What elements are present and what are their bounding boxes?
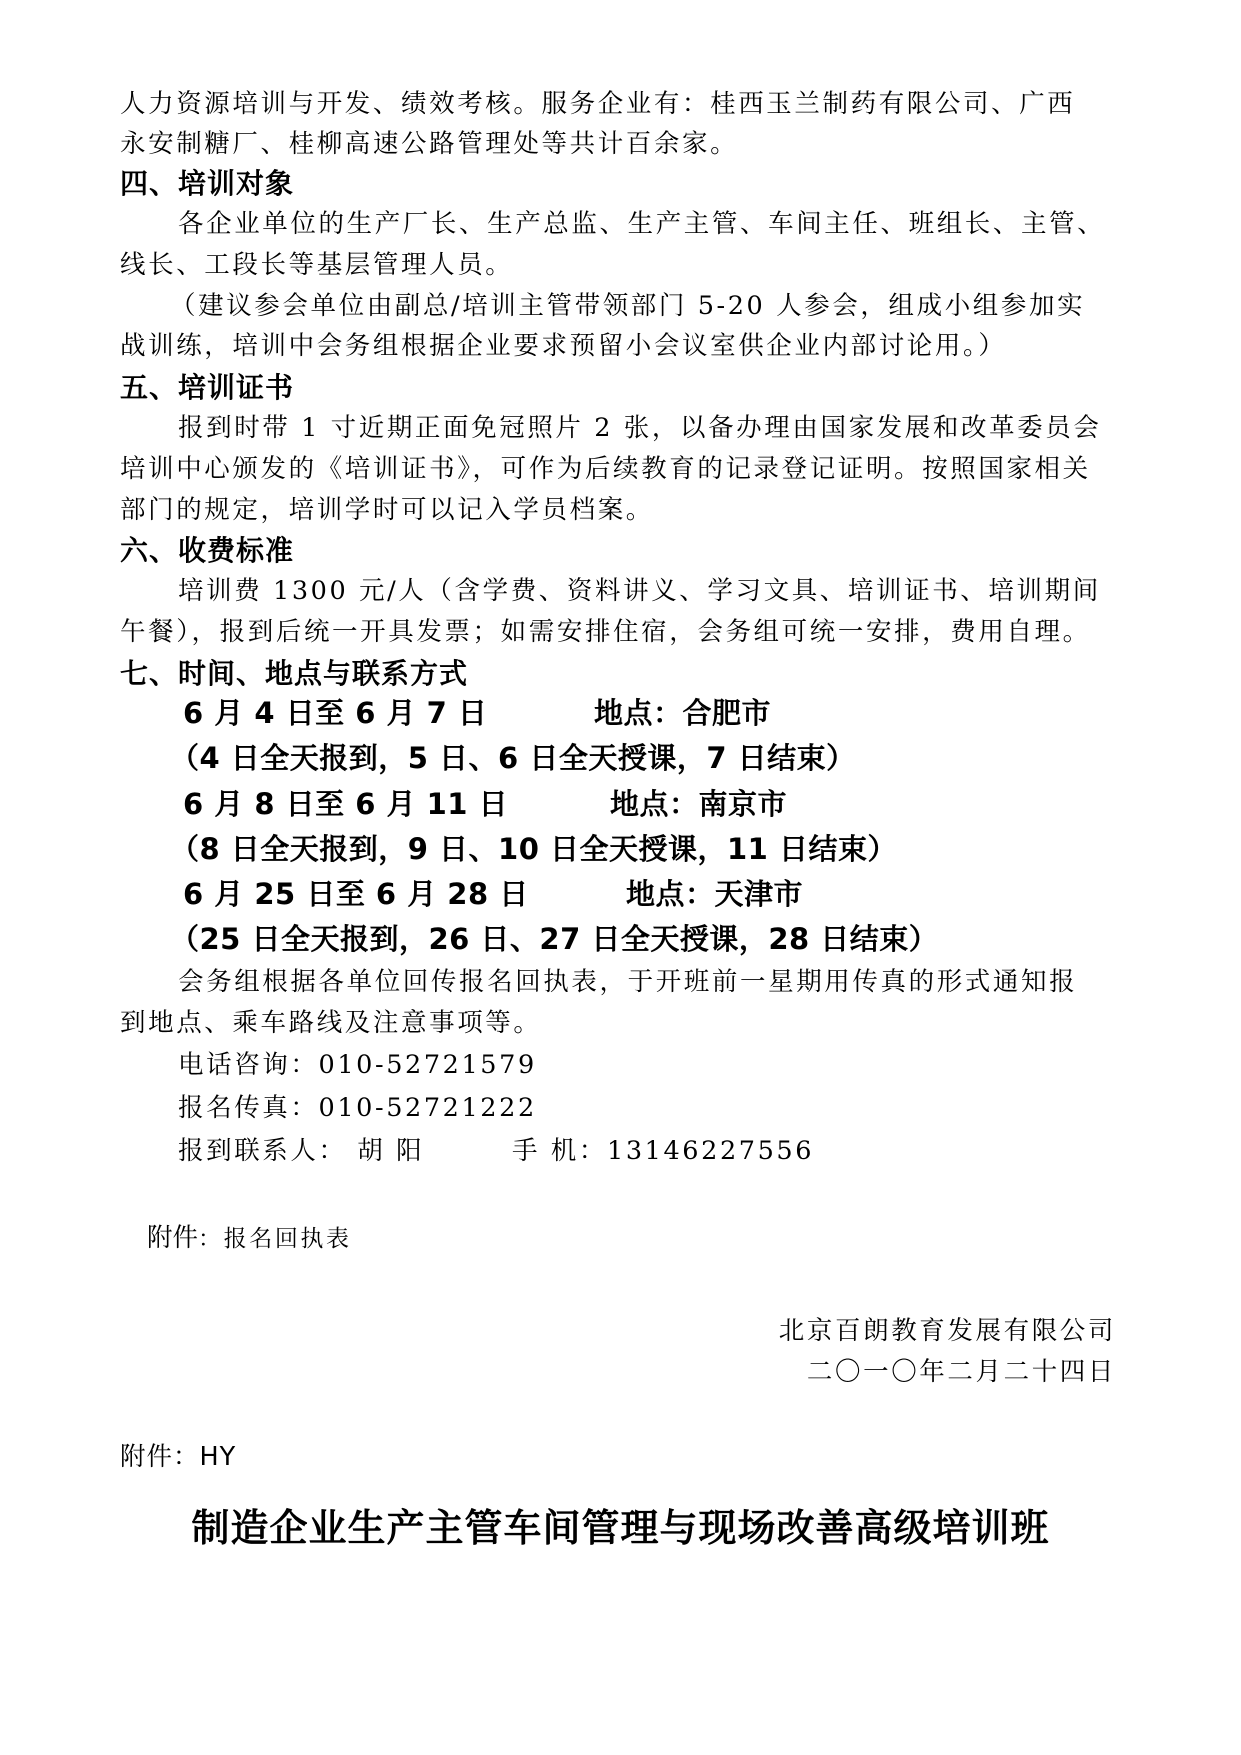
session-3-dates: 6 月 25 日至 6 月 28 日: [183, 877, 529, 911]
session-2-dates: 6 月 8 日至 6 月 11 日: [183, 787, 509, 821]
targets-line-2: 线长、工段长等基层管理人员。: [120, 250, 514, 280]
appendix-title: 制造企业生产主管车间管理与现场改善高级培训班: [191, 1505, 1050, 1550]
session-1-detail: （4 日全天报到，5 日、6 日全天授课，7 日结束）: [170, 741, 856, 775]
notice-line-1: 会务组根据各单位回传报名回执表，于开班前一星期用传真的形式通知报: [178, 967, 1078, 997]
attachment-note: [147, 1218, 352, 1254]
certificate-line-1: 报到时带 1 寸近期正面免冠照片 2 张，以备办理由国家发展和改革委员会: [178, 413, 1102, 443]
session-3-detail: （25 日全天报到，26 日、27 日全天授课，28 日结束）: [170, 922, 939, 956]
session-1-location: 地点：合肥市: [594, 696, 772, 730]
section-heading-certificate: 五、培训证书: [120, 371, 295, 404]
notice-line-2: 到地点、乘车路线及注意事项等。: [120, 1008, 542, 1038]
company-name: 北京百朗教育发展有限公司: [778, 1316, 1116, 1346]
section-heading-training-targets: 四、培训对象: [120, 167, 295, 200]
certificate-line-2: 培训中心颁发的《培训证书》，可作为后续教育的记录登记证明。按照国家相关: [120, 454, 1091, 484]
appendix-label: 附件：HY: [120, 1442, 237, 1472]
section-heading-fees: 六、收费标准: [120, 534, 295, 567]
registration-fax: 报名传真：010-52721222: [178, 1093, 537, 1123]
phone-consult: 电话咨询：010-52721579: [178, 1050, 537, 1080]
targets-note-line-2: 战训练，培训中会务组根据企业要求预留小会议室供企业内部讨论用。）: [120, 331, 1007, 361]
intro-line-2: 永安制糖厂、桂柳高速公路管理处等共计百余家。: [120, 129, 739, 159]
session-1-dates: 6 月 4 日至 6 月 7 日: [183, 696, 488, 730]
attachment-label: 附件: [147, 1223, 199, 1253]
session-3-location: 地点：天津市: [626, 877, 804, 911]
contact-person: 报到联系人： 胡 阳: [178, 1136, 425, 1166]
fees-line-1: 培训费 1300 元/人（含学费、资料讲义、学习文具、培训证书、培训期间: [178, 576, 1101, 606]
targets-note-line-1: （建议参会单位由副总/培训主管带领部门 5-20 人参会，组成小组参加实: [170, 291, 1086, 321]
document-date: 二〇一〇年二月二十四日: [806, 1357, 1116, 1387]
session-2-detail: （8 日全天报到，9 日、10 日全天授课，11 日结束）: [170, 832, 897, 866]
contact-mobile: 手 机：13146227556: [512, 1136, 815, 1166]
targets-line-1: 各企业单位的生产厂长、生产总监、生产主管、车间主任、班组长、主管、: [178, 209, 1106, 239]
intro-line-1: 人力资源培训与开发、绩效考核。服务企业有：桂西玉兰制药有限公司、广西: [120, 89, 1076, 119]
section-heading-time-place-contact: 七、时间、地点与联系方式: [120, 657, 469, 690]
session-2-location: 地点：南京市: [610, 787, 788, 821]
attachment-text: ：报名回执表: [198, 1226, 352, 1252]
fees-line-2: 午餐），报到后统一开具发票；如需安排住宿，会务组可统一安排，费用自理。: [120, 617, 1091, 647]
certificate-line-3: 部门的规定，培训学时可以记入学员档案。: [120, 495, 654, 525]
